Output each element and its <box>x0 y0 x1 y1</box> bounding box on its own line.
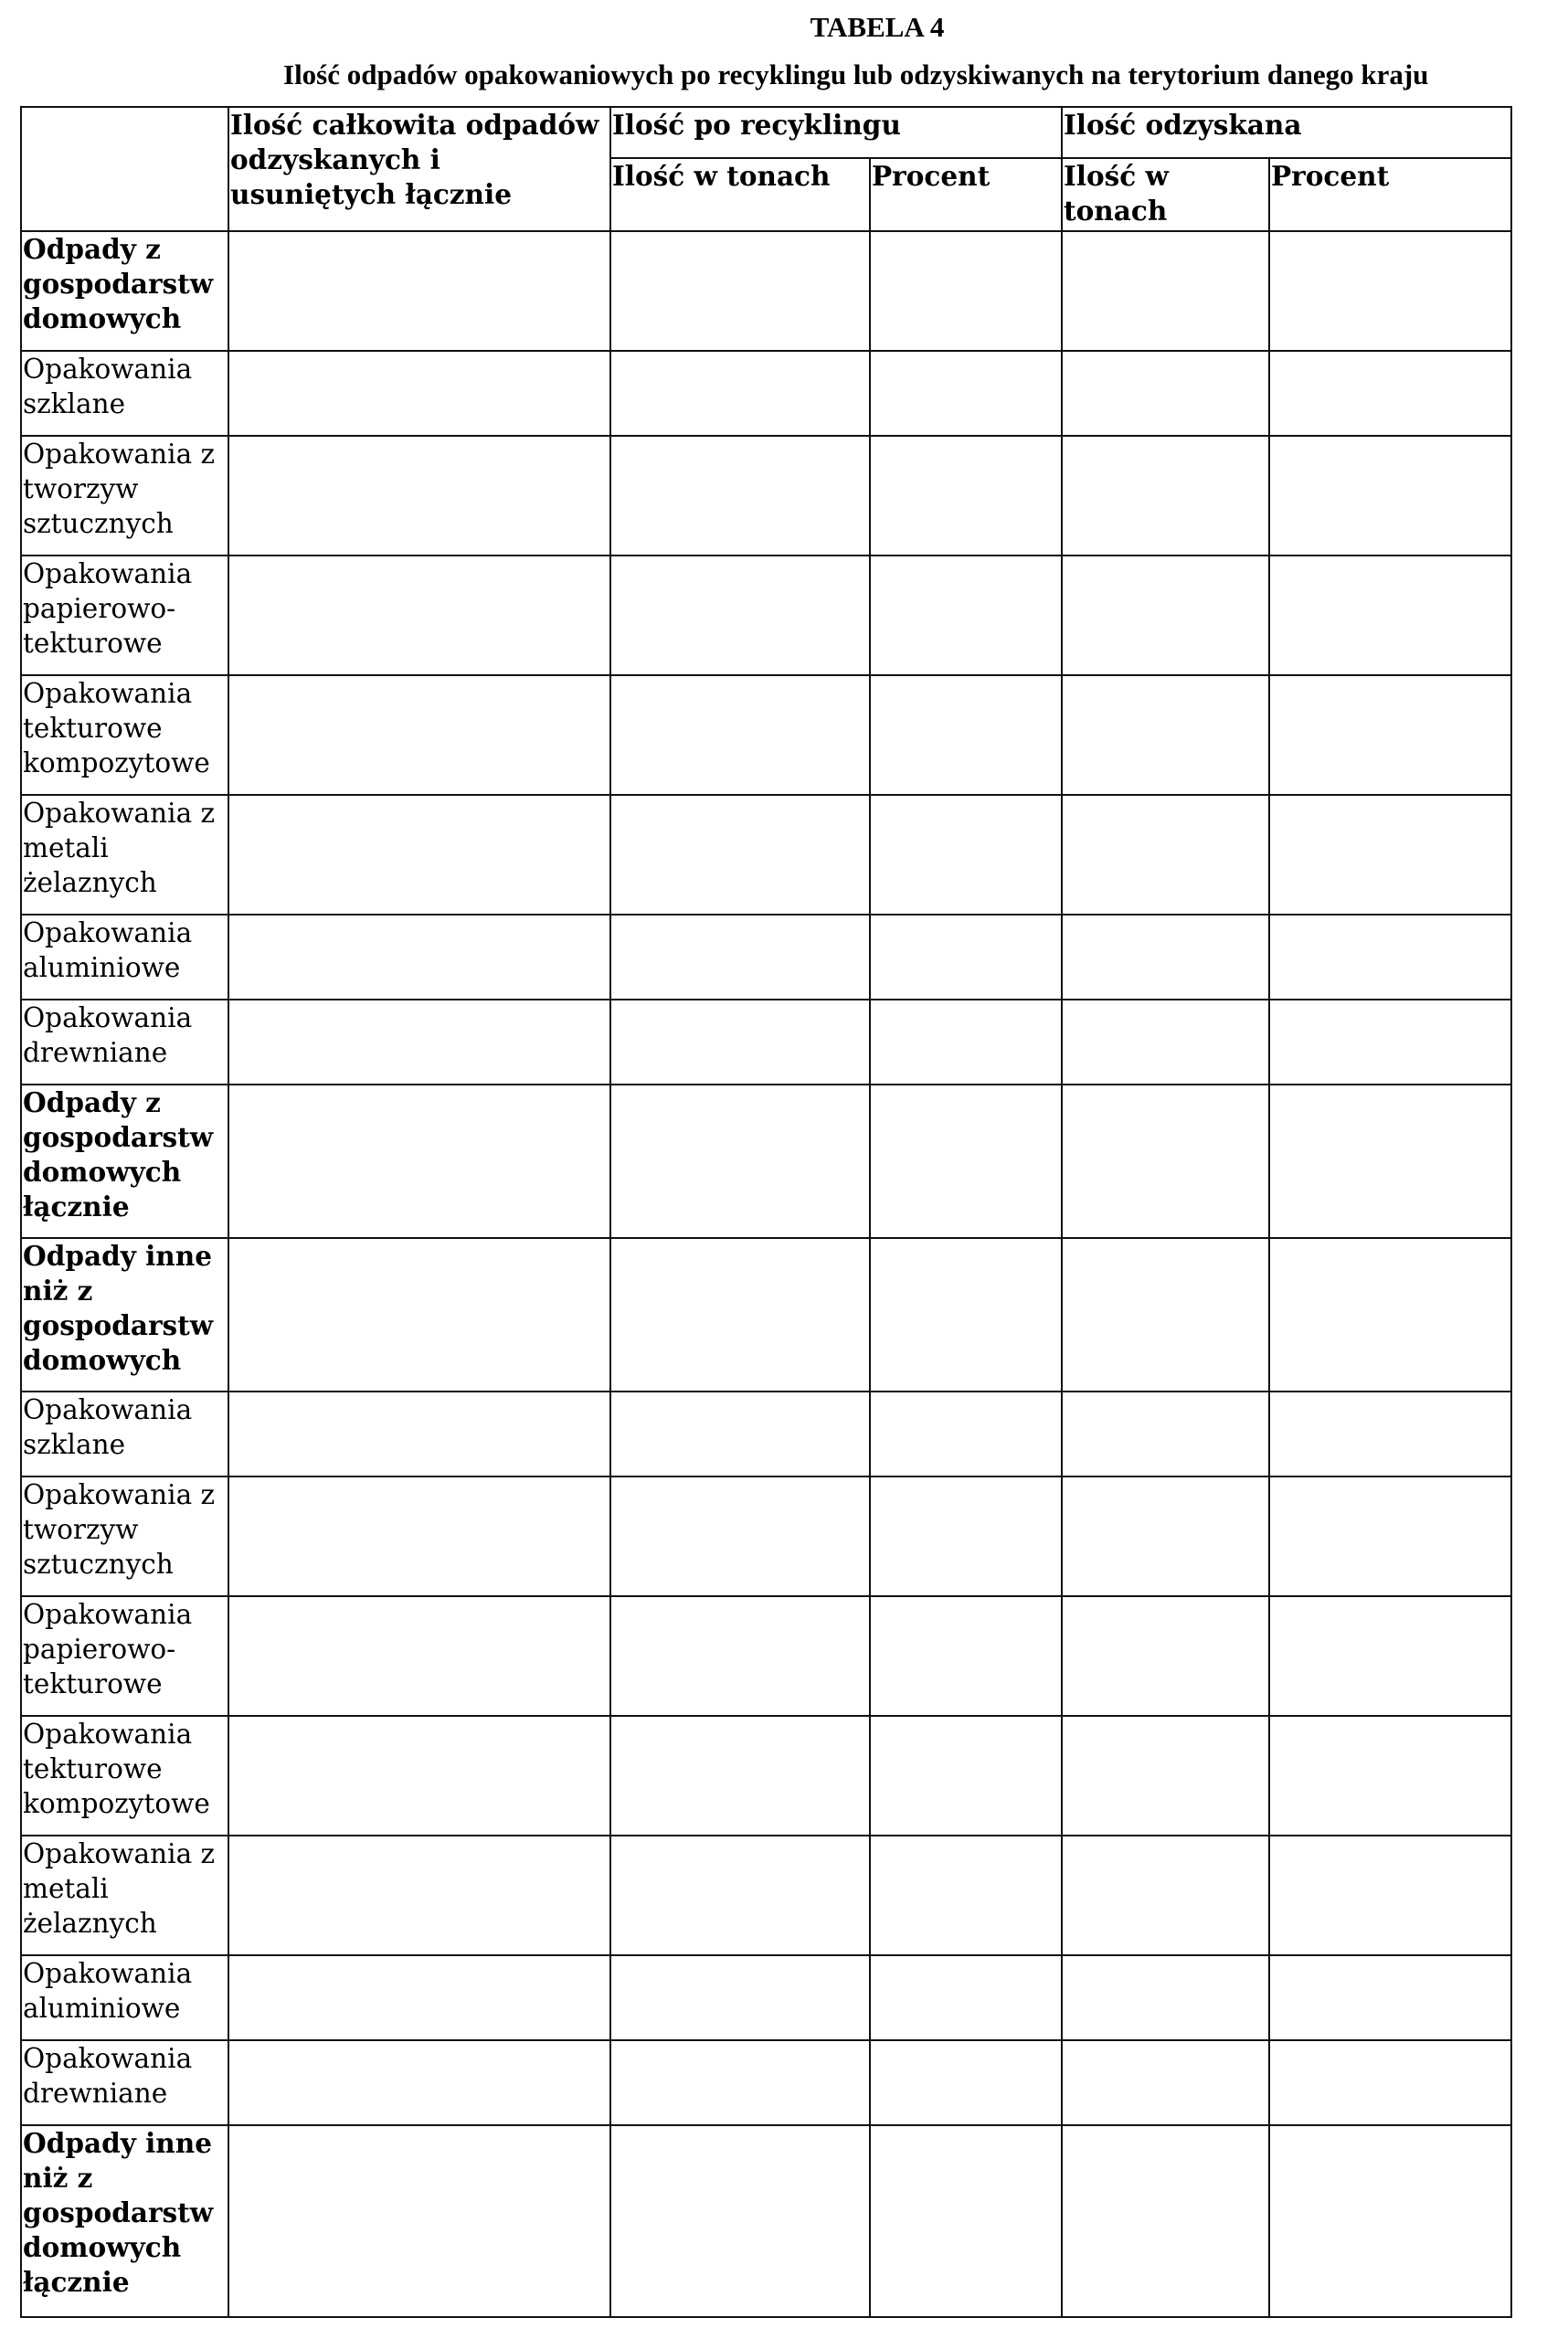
table-row <box>21 351 1511 436</box>
total-cell <box>228 556 610 675</box>
recycled-tons-cell <box>610 1000 870 1085</box>
total-cell <box>228 1238 610 1392</box>
total-cell <box>228 1836 610 1955</box>
recycled-percent-cell <box>870 1085 1062 1238</box>
recovered-percent-cell <box>1269 1476 1511 1596</box>
recycled-tons-cell <box>610 915 870 1000</box>
total-cell <box>228 2040 610 2125</box>
recycled-tons-cell <box>610 1476 870 1596</box>
table-row <box>21 1596 1511 1716</box>
recycled-percent-cell <box>870 1000 1062 1085</box>
header-recovered-tons: Ilość w tonach <box>1062 158 1269 231</box>
total-cell <box>228 1716 610 1836</box>
recovered-tons-cell <box>1062 351 1269 436</box>
recovered-tons-cell <box>1062 795 1269 915</box>
row-label: Opakowania papierowo-tekturowe <box>21 1596 228 1716</box>
recycled-tons-cell <box>610 795 870 915</box>
recovered-tons-cell <box>1062 231 1269 351</box>
table-row <box>21 2125 1511 2317</box>
recycled-percent-cell <box>870 915 1062 1000</box>
row-label: Opakowania tekturowe kompozytowe <box>21 675 228 795</box>
recycled-percent-cell <box>870 556 1062 675</box>
row-label: Opakowania drewniane <box>21 2040 228 2125</box>
recycled-percent-cell <box>870 436 1062 556</box>
table-row <box>21 1716 1511 1836</box>
header-row-top <box>21 107 1511 158</box>
row-label: Opakowania z metali żelaznych <box>21 795 228 915</box>
recycled-tons-cell <box>610 675 870 795</box>
recycled-percent-cell <box>870 1476 1062 1596</box>
recycled-tons-cell <box>610 556 870 675</box>
row-label: Opakowania z tworzyw sztucznych <box>21 1476 228 1596</box>
recycled-percent-cell <box>870 1836 1062 1955</box>
total-cell <box>228 1596 610 1716</box>
recycled-tons-cell <box>610 436 870 556</box>
recycled-tons-cell <box>610 231 870 351</box>
table-row <box>21 1000 1511 1085</box>
total-cell <box>228 351 610 436</box>
recovered-tons-cell <box>1062 1085 1269 1238</box>
recovered-tons-cell <box>1062 1955 1269 2040</box>
row-label: Opakowania szklane <box>21 1392 228 1476</box>
row-label: Opakowania drewniane <box>21 1000 228 1085</box>
recovered-percent-cell <box>1269 1596 1511 1716</box>
recovered-percent-cell <box>1269 1000 1511 1085</box>
recovered-percent-cell <box>1269 675 1511 795</box>
recovered-percent-cell <box>1269 1085 1511 1238</box>
total-cell <box>228 2125 610 2317</box>
document-subtitle: Ilość odpadów opakowaniowych po recyklingu lub odzyskiwanych na terytorium danego kraju <box>283 58 1429 90</box>
recycled-percent-cell <box>870 675 1062 795</box>
recycled-percent-cell <box>870 2125 1062 2317</box>
recycled-percent-cell <box>870 2040 1062 2125</box>
row-label: Odpady z gospodarstw domowych <box>21 231 228 351</box>
recycled-percent-cell <box>870 351 1062 436</box>
recovered-percent-cell <box>1269 231 1511 351</box>
total-cell <box>228 1000 610 1085</box>
table-row <box>21 436 1511 556</box>
row-label: Opakowania tekturowe kompozytowe <box>21 1716 228 1836</box>
total-cell <box>228 231 610 351</box>
table-row <box>21 556 1511 675</box>
row-label: Opakowania aluminiowe <box>21 1955 228 2040</box>
table-row <box>21 1955 1511 2040</box>
recycled-percent-cell <box>870 1392 1062 1476</box>
header-recycled-group: Ilość po recyklingu <box>610 107 1062 158</box>
recovered-tons-cell <box>1062 436 1269 556</box>
recovered-tons-cell <box>1062 2040 1269 2125</box>
table-row <box>21 675 1511 795</box>
row-label: Opakowania szklane <box>21 351 228 436</box>
table-row <box>21 1238 1511 1392</box>
recycled-tons-cell <box>610 1085 870 1238</box>
recovered-percent-cell <box>1269 1238 1511 1392</box>
recycled-percent-cell <box>870 795 1062 915</box>
recycled-tons-cell <box>610 1392 870 1476</box>
recovered-tons-cell <box>1062 675 1269 795</box>
recycled-tons-cell <box>610 351 870 436</box>
packaging-waste-table <box>20 106 1512 2318</box>
recycled-tons-cell <box>610 1238 870 1392</box>
recycled-tons-cell <box>610 1716 870 1836</box>
recycled-percent-cell <box>870 1716 1062 1836</box>
table-body <box>21 231 1511 2317</box>
total-cell <box>228 1476 610 1596</box>
recycled-tons-cell <box>610 1596 870 1716</box>
recovered-percent-cell <box>1269 915 1511 1000</box>
recovered-tons-cell <box>1062 2125 1269 2317</box>
header-recycled-tons: Ilość w tonach <box>610 158 870 231</box>
recovered-percent-cell <box>1269 1716 1511 1836</box>
table-row <box>21 795 1511 915</box>
recovered-percent-cell <box>1269 2125 1511 2317</box>
row-label: Opakowania papierowo-tekturowe <box>21 556 228 675</box>
row-label: Opakowania z metali żelaznych <box>21 1836 228 1955</box>
recycled-tons-cell <box>610 1955 870 2040</box>
recycled-percent-cell <box>870 1596 1062 1716</box>
recycled-percent-cell <box>870 1238 1062 1392</box>
total-cell <box>228 675 610 795</box>
recycled-percent-cell <box>870 1955 1062 2040</box>
table-row <box>21 2040 1511 2125</box>
recovered-tons-cell <box>1062 556 1269 675</box>
recycled-tons-cell <box>610 2125 870 2317</box>
total-cell <box>228 1392 610 1476</box>
header-row-label-cell <box>21 107 228 231</box>
total-cell <box>228 1085 610 1238</box>
recovered-percent-cell <box>1269 2040 1511 2125</box>
recovered-tons-cell <box>1062 1716 1269 1836</box>
recovered-percent-cell <box>1269 351 1511 436</box>
total-cell <box>228 795 610 915</box>
recycled-tons-cell <box>610 2040 870 2125</box>
row-label: Odpady inne niż z gospodarstw domowych <box>21 1238 228 1392</box>
header-recycled-percent: Procent <box>870 158 1062 231</box>
recovered-percent-cell <box>1269 1392 1511 1476</box>
recovered-tons-cell <box>1062 1238 1269 1392</box>
recovered-percent-cell <box>1269 556 1511 675</box>
table-row <box>21 915 1511 1000</box>
table-row <box>21 1392 1511 1476</box>
recovered-tons-cell <box>1062 1000 1269 1085</box>
row-label: Opakowania aluminiowe <box>21 915 228 1000</box>
recycled-tons-cell <box>610 1836 870 1955</box>
recovered-percent-cell <box>1269 1836 1511 1955</box>
recovered-tons-cell <box>1062 915 1269 1000</box>
document-title: TABELA 4 <box>810 11 945 43</box>
total-cell <box>228 1955 610 2040</box>
header-recovered-group: Ilość odzyskana <box>1062 107 1511 158</box>
header-recovered-percent: Procent <box>1269 158 1511 231</box>
total-cell <box>228 436 610 556</box>
row-label: Odpady z gospodarstw domowych łącznie <box>21 1085 228 1238</box>
table-row <box>21 231 1511 351</box>
table-row <box>21 1836 1511 1955</box>
header-total: Ilość całkowita odpadów odzyskanych i usuniętych łącznie <box>228 107 610 231</box>
recovered-percent-cell <box>1269 1955 1511 2040</box>
total-cell <box>228 915 610 1000</box>
row-label: Opakowania z tworzyw sztucznych <box>21 436 228 556</box>
recovered-tons-cell <box>1062 1392 1269 1476</box>
recovered-percent-cell <box>1269 436 1511 556</box>
row-label: Odpady inne niż z gospodarstw domowych łącznie <box>21 2125 228 2317</box>
recycled-percent-cell <box>870 231 1062 351</box>
recovered-percent-cell <box>1269 795 1511 915</box>
recovered-tons-cell <box>1062 1836 1269 1955</box>
recovered-tons-cell <box>1062 1476 1269 1596</box>
table-row <box>21 1085 1511 1238</box>
recovered-tons-cell <box>1062 1596 1269 1716</box>
table-row <box>21 1476 1511 1596</box>
